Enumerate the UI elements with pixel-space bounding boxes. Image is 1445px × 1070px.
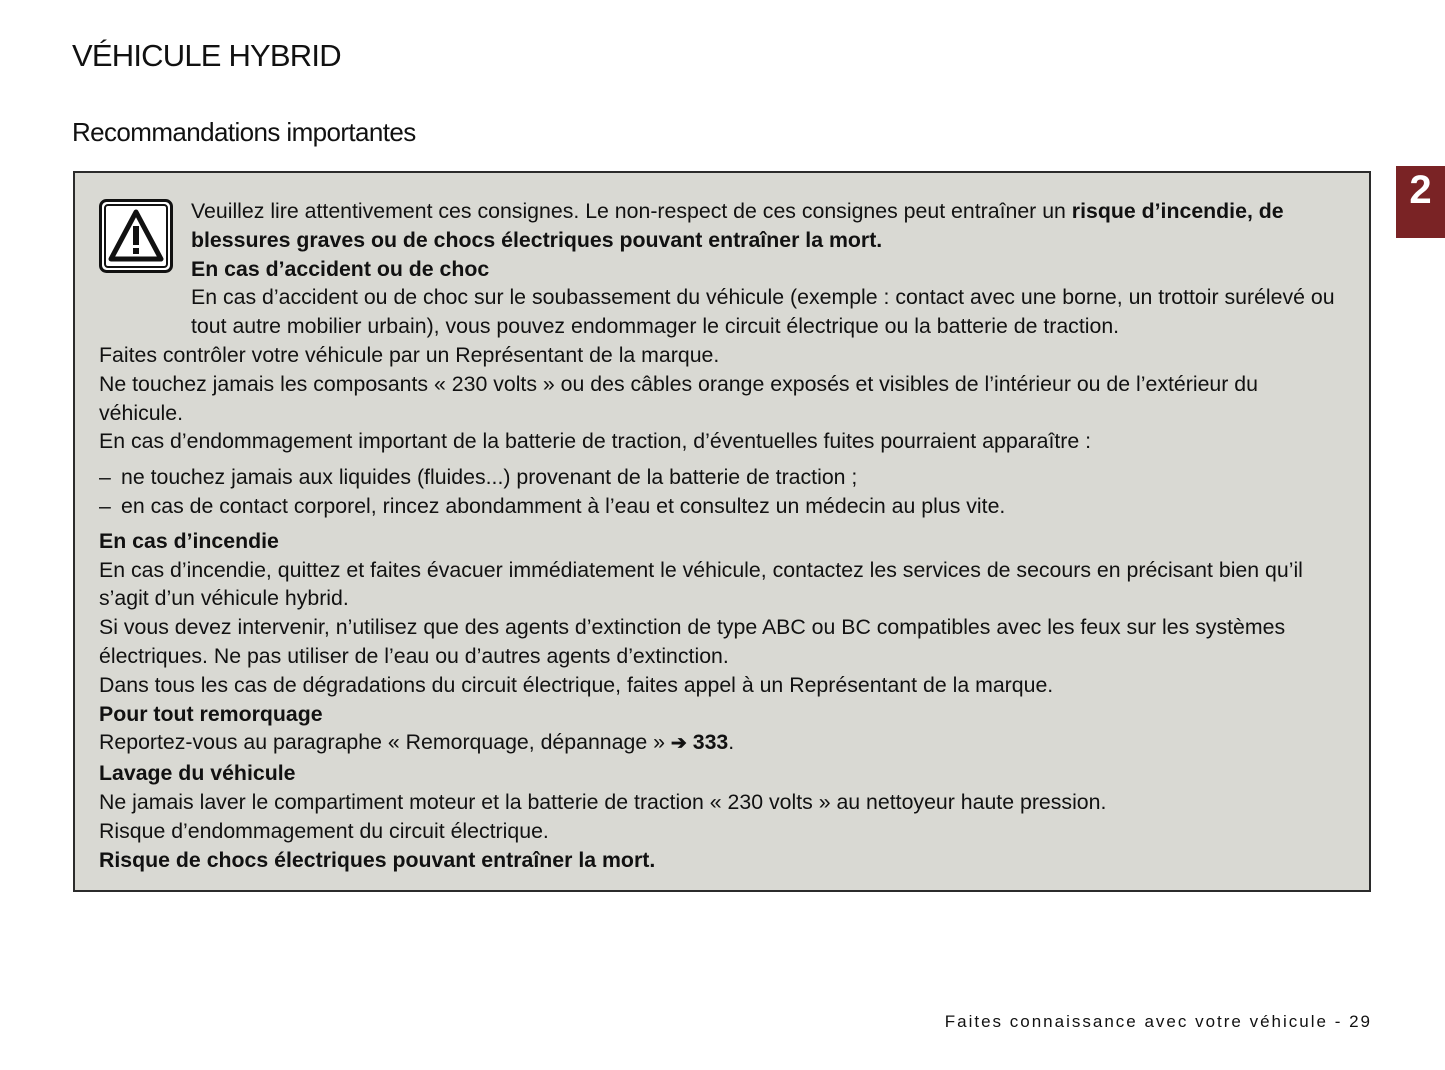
arrow-right-icon: ➔ — [670, 733, 687, 755]
accident-touch-text: Ne touchez jamais les composants « 230 volts » ou des câbles orange exposés et visibles de l’intérieur ou de l’extérieur du véhicule. — [99, 371, 1258, 425]
warning-triangle-icon — [99, 199, 173, 273]
tow-page-link[interactable]: 333 — [692, 730, 729, 755]
dash-mark: – — [99, 465, 111, 490]
page-title: VÉHICULE HYBRID — [72, 38, 341, 73]
wash-text-2: Risque d’endommagement du circuit électrique. — [99, 818, 549, 843]
accident-heading: En cas d’accident ou de choc — [191, 256, 490, 281]
intro-paragraph — [99, 197, 1345, 255]
tow-heading: Pour tout remorquage — [99, 701, 323, 726]
list-item — [99, 463, 1345, 492]
page-footer: Faites connaissance avec votre véhicule - 29 — [944, 1012, 1372, 1031]
accident-text: En cas d’accident ou de choc sur le soubassement du véhicule (exemple : contact avec une borne, un trottoir surélevé ou tout autre mobilier urbain), vous pouvez endommager le circuit électrique ou la batterie de traction. — [191, 285, 1335, 339]
intro-bold-text: risque d’incendie, de blessures graves ou de chocs électriques pouvant entraîner la mort. — [191, 199, 1284, 252]
wash-heading: Lavage du véhicule — [99, 761, 296, 786]
list-item — [99, 492, 1345, 521]
tow-text: Reportez-vous au paragraphe « Remorquage, dépannage » — [99, 730, 671, 755]
intro-text: Veuillez lire attentivement ces consignes. Le non-respect de ces consignes peut entraîner un — [191, 199, 1072, 223]
leak-list — [99, 463, 1345, 521]
list-item-text: ne touchez jamais aux liquides (fluides...) provenant de la batterie de traction ; — [121, 465, 858, 490]
fire-heading: En cas d’incendie — [99, 528, 279, 553]
wash-text-1: Ne jamais laver le compartiment moteur et la batterie de traction « 230 volts » au nettoyeur haute pression. — [99, 789, 1107, 814]
warning-box — [73, 171, 1371, 892]
list-item-text: en cas de contact corporel, rincez abondamment à l’eau et consultez un médecin au plus vite. — [121, 493, 1006, 518]
dash-mark: – — [99, 493, 111, 518]
wash-bold-text: Risque de chocs électriques pouvant entraîner la mort. — [99, 847, 656, 872]
accident-check-text: Faites contrôler votre véhicule par un Représentant de la marque. — [99, 342, 720, 367]
fire-text-2: Si vous devez intervenir, n’utilisez que des agents d’extinction de type ABC ou BC compatibles avec les feux sur les systèmes électriques. Ne pas utiliser de l’eau ou d’autres agents d’extinction. — [99, 615, 1286, 668]
accident-leak-text: En cas d’endommagement important de la batterie de traction, d’éventuelles fuites pourraient apparaître : — [99, 429, 1092, 454]
tow-paragraph — [99, 728, 1345, 759]
tow-end: . — [728, 730, 735, 755]
fire-text-1: En cas d’incendie, quittez et faites évacuer immédiatement le véhicule, contactez les services de secours en précisant bien qu’il s’agit d’un véhicule hybrid. — [99, 557, 1303, 611]
fire-text-3: Dans tous les cas de dégradations du circuit électrique, faites appel à un Représentant de la marque. — [99, 672, 1054, 697]
chapter-tab: 2 — [1396, 166, 1445, 238]
section-title: Recommandations importantes — [72, 117, 416, 147]
